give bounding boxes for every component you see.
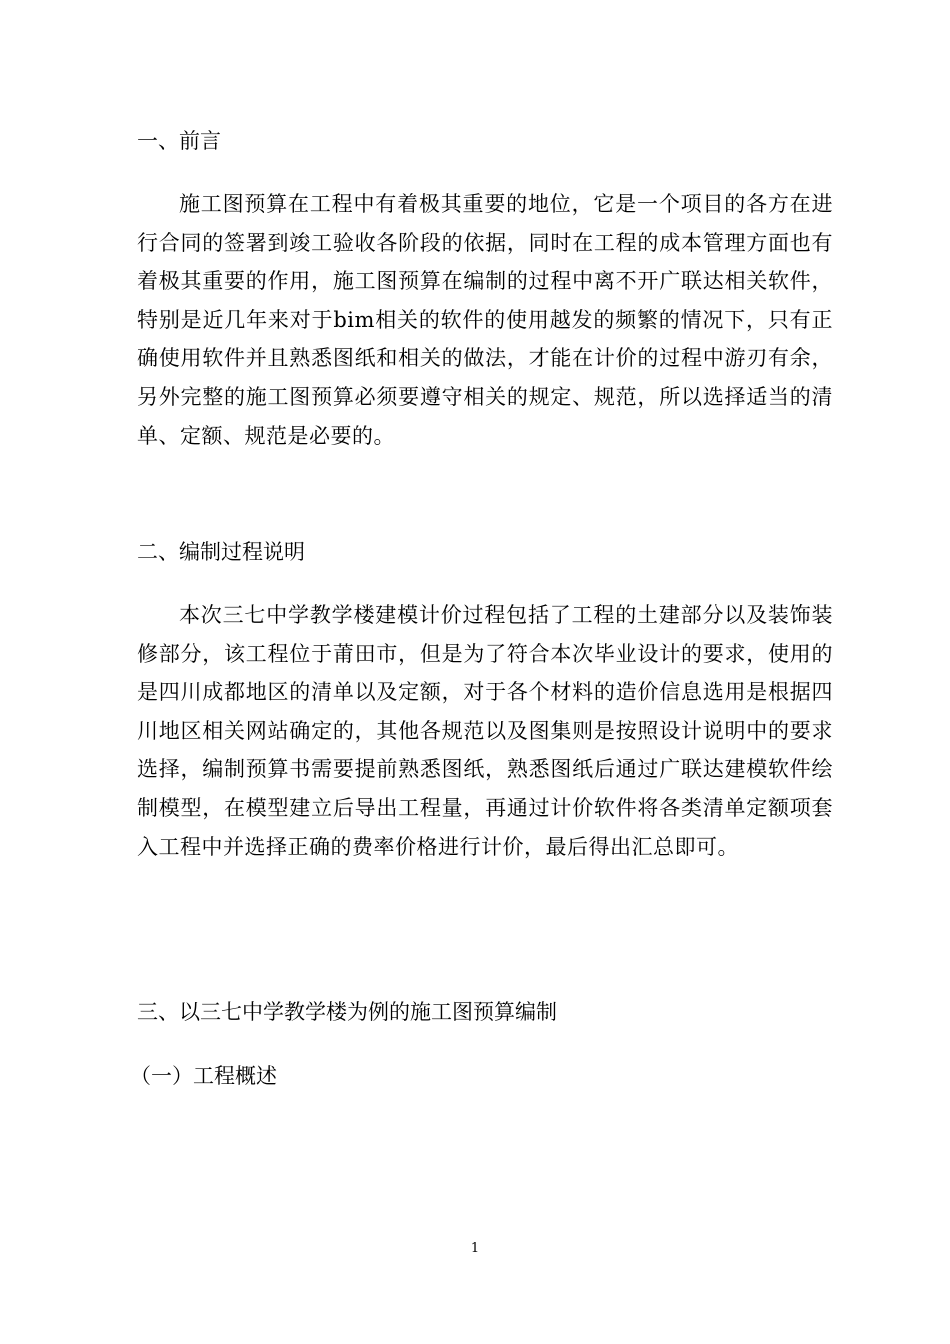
section-heading-budget: 三、以三七中学教学楼为例的施工图预算编制 xyxy=(137,1000,557,1024)
section-heading-process: 二、编制过程说明 xyxy=(137,540,305,564)
page-number: 1 xyxy=(470,1241,480,1256)
subsection-heading-overview: （一）工程概述 xyxy=(130,1064,277,1088)
paragraph-process: 本次三七中学教学楼建模计价过程包括了工程的土建部分以及装饰装修部分，该工程位于莆田市，但是为了符合本次毕业设计的要求，使用的是四川成都地区的清单以及定额，对于各个材料的造价信息选用是根据四川地区相关网站确定的，其他各规范以及图集则是按照设计说明中的要求选择，编制预算书需要提前熟悉图纸，熟悉图纸后通过广联达建模软件绘制模型，在模型建立后导出工程量，再通过计价软件将各类清单定额项套入工程中并选择正确的费率价格进行计价，最后得出汇总即可。 xyxy=(137,603,833,859)
section-heading-preface: 一、前言 xyxy=(137,129,221,153)
paragraph-preface: 施工图预算在工程中有着极其重要的地位，它是一个项目的各方在进行合同的签署到竣工验收各阶段的依据，同时在工程的成本管理方面也有着极其重要的作用，施工图预算在编制的过程中离不开广联达相关软件，特别是近几年来对于bim相关的软件的使用越发的频繁的情况下，只有正确使用软件并且熟悉图纸和相关的做法，才能在计价的过程中游刃有余，另外完整的施工图预算必须要遵守相关的规定、规范，所以选择适当的清单、定额、规范是必要的。 xyxy=(137,192,833,448)
